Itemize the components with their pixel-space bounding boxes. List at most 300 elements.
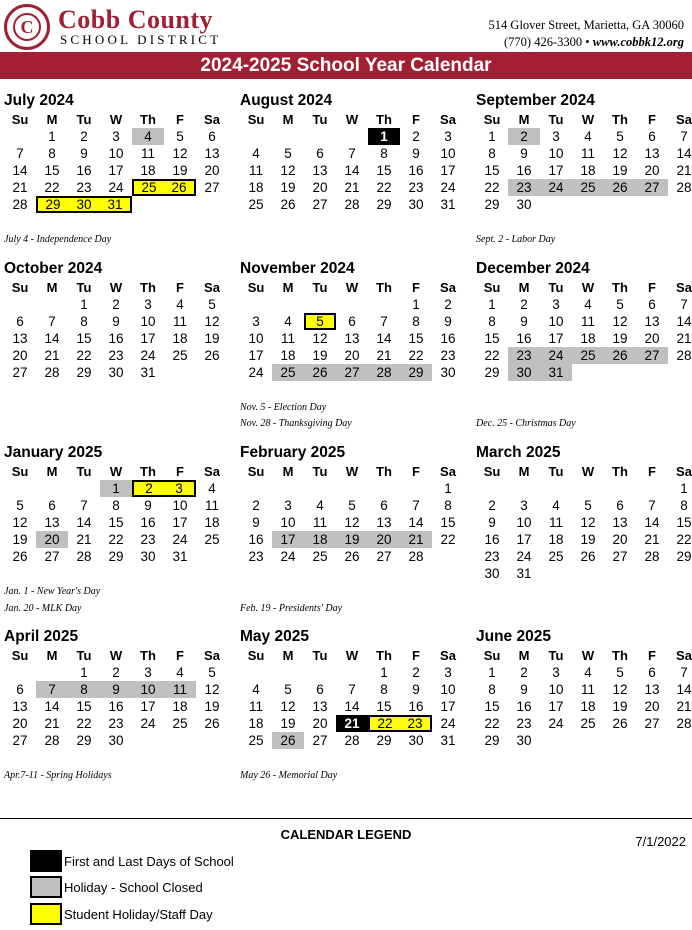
day-cell: 21: [676, 699, 692, 714]
weekday-header: Su: [247, 648, 265, 663]
day-cell: 3: [252, 314, 260, 329]
weekday-header: F: [648, 280, 656, 295]
day-cell: 17: [140, 699, 156, 714]
day-cell: 2: [112, 665, 120, 680]
day-cell: 2: [412, 665, 420, 680]
day-cell: 19: [312, 348, 328, 363]
empty-cell: [572, 480, 604, 497]
day-cell: 24: [140, 716, 156, 731]
day-cell: 17: [248, 348, 264, 363]
weekday-header: Th: [140, 112, 156, 127]
day-cell: 19: [204, 699, 220, 714]
day-cell: 20: [612, 532, 628, 547]
weekday-header: Tu: [76, 464, 92, 479]
day-cell: 14: [344, 699, 360, 714]
month-grid: [4, 647, 224, 749]
day-cell: 10: [132, 681, 164, 698]
note-spring-holidays: Apr.7-11 - Spring Holidays: [4, 770, 112, 781]
day-cell: 28: [44, 733, 60, 748]
day-cell: 18: [580, 699, 596, 714]
day-cell: 12: [312, 331, 328, 346]
day-cell: 3: [144, 297, 152, 312]
day-cell: 22: [484, 348, 500, 363]
empty-cell: [36, 296, 68, 313]
day-cell: 19: [336, 531, 368, 548]
day-cell: 2: [112, 297, 120, 312]
weekday-header: Tu: [548, 464, 564, 479]
empty-cell: [508, 480, 540, 497]
day-cell: 15: [76, 331, 92, 346]
day-cell: 16: [76, 163, 92, 178]
day-cell: 17: [108, 163, 124, 178]
day-cell: 7: [680, 129, 688, 144]
day-cell: 31: [440, 197, 456, 212]
empty-cell: [336, 664, 368, 681]
day-cell: 18: [580, 331, 596, 346]
weekday-header: W: [345, 648, 359, 663]
day-cell: 13: [312, 699, 328, 714]
day-cell: 29: [676, 549, 692, 564]
day-cell: 21: [76, 532, 92, 547]
day-cell: 28: [344, 733, 360, 748]
month-september-2024: [476, 92, 692, 213]
note-new-years: Jan. 1 - New Year's Day: [4, 586, 101, 597]
day-cell: 18: [172, 331, 188, 346]
day-cell: 14: [408, 515, 424, 530]
day-cell: 15: [676, 515, 692, 530]
day-cell: 15: [484, 699, 500, 714]
day-cell: 18: [248, 716, 264, 731]
empty-cell: [604, 480, 636, 497]
legend-label: Holiday - School Closed: [64, 879, 203, 895]
day-cell: 5: [584, 498, 592, 513]
day-cell: 8: [488, 146, 496, 161]
day-cell: 5: [16, 498, 24, 513]
day-cell: 7: [680, 665, 688, 680]
month-grid: [476, 647, 692, 749]
empty-cell: [68, 480, 100, 497]
weekday-header: Sa: [676, 280, 692, 295]
day-cell: 26: [604, 179, 636, 196]
day-cell: 10: [548, 146, 564, 161]
day-cell: 9: [100, 681, 132, 698]
weekday-header: Sa: [440, 280, 456, 295]
day-cell: 16: [516, 331, 532, 346]
day-cell: 31: [540, 364, 572, 381]
day-cell: 2: [252, 498, 260, 513]
day-cell: 13: [612, 515, 628, 530]
day-cell: 19: [612, 163, 628, 178]
day-cell: 29: [108, 549, 124, 564]
day-cell: 17: [548, 331, 564, 346]
empty-cell: [4, 480, 36, 497]
day-cell: 24: [540, 179, 572, 196]
legend-swatch-yellow: [30, 903, 62, 925]
day-cell: 27: [12, 733, 28, 748]
day-cell: 18: [140, 163, 156, 178]
day-cell: 23: [516, 716, 532, 731]
day-cell: 8: [488, 682, 496, 697]
day-cell: 18: [248, 180, 264, 195]
weekday-header: Sa: [676, 112, 692, 127]
legend-divider: [0, 818, 692, 819]
day-cell: 10: [440, 682, 456, 697]
day-cell: 1: [680, 481, 688, 496]
day-cell: 21: [644, 532, 660, 547]
day-cell: 9: [412, 682, 420, 697]
empty-cell: [272, 480, 304, 497]
weekday-header: Tu: [548, 648, 564, 663]
day-cell: 22: [440, 532, 456, 547]
weekday-header: W: [581, 280, 595, 295]
day-cell: 25: [312, 549, 328, 564]
weekday-header: F: [412, 648, 420, 663]
day-cell: 24: [108, 180, 124, 195]
day-cell: 11: [140, 146, 155, 161]
weekday-header: F: [176, 648, 184, 663]
day-cell: 17: [140, 331, 156, 346]
note-labor-day: Sept. 2 - Labor Day: [476, 234, 556, 245]
website-link[interactable]: www.cobbk12.org: [592, 35, 684, 49]
empty-cell: [540, 480, 572, 497]
day-cell: 3: [444, 665, 452, 680]
month-grid: [4, 463, 224, 565]
day-cell: 3: [164, 480, 196, 497]
day-cell: 22: [76, 348, 92, 363]
weekday-header: Tu: [312, 280, 328, 295]
weekday-header: F: [176, 464, 184, 479]
day-cell: 8: [80, 314, 88, 329]
empty-cell: [304, 296, 336, 313]
empty-cell: [272, 296, 304, 313]
empty-cell: [400, 480, 432, 497]
empty-cell: [304, 480, 336, 497]
day-cell: 13: [344, 331, 360, 346]
day-cell: 6: [16, 682, 24, 697]
day-cell: 8: [68, 681, 100, 698]
month-title: July 2024: [4, 92, 74, 109]
day-cell: 9: [412, 146, 420, 161]
day-cell: 2: [132, 480, 164, 497]
day-cell: 28: [408, 549, 424, 564]
weekday-header: Th: [612, 464, 628, 479]
weekday-header: W: [109, 648, 123, 663]
empty-cell: [368, 480, 400, 497]
empty-cell: [4, 296, 36, 313]
day-cell: 22: [376, 180, 392, 195]
day-cell: 11: [280, 331, 295, 346]
day-cell: 4: [208, 481, 216, 496]
day-cell: 16: [516, 699, 532, 714]
day-cell: 13: [376, 515, 392, 530]
day-cell: 22: [484, 180, 500, 195]
month-grid: [4, 111, 224, 213]
day-cell: 21: [12, 180, 28, 195]
weekday-header: Tu: [312, 112, 328, 127]
day-cell: 14: [676, 682, 692, 697]
weekday-header: M: [282, 280, 294, 295]
day-cell: 6: [648, 129, 656, 144]
empty-cell: [272, 664, 304, 681]
day-cell: 17: [172, 515, 188, 530]
day-cell: 4: [132, 128, 164, 145]
day-cell: 7: [348, 682, 356, 697]
day-cell: 20: [312, 716, 328, 731]
day-cell: 6: [316, 682, 324, 697]
weekday-header: Th: [376, 464, 392, 479]
day-cell: 17: [548, 699, 564, 714]
day-cell: 21: [44, 348, 60, 363]
day-cell: 3: [552, 297, 560, 312]
day-cell: 18: [172, 699, 188, 714]
month-title: March 2025: [476, 444, 561, 461]
day-cell: 16: [484, 532, 500, 547]
day-cell: 26: [204, 348, 220, 363]
day-cell: 5: [176, 129, 184, 144]
day-cell: 20: [204, 163, 220, 178]
day-cell: 11: [164, 681, 196, 698]
weekday-header: M: [518, 648, 530, 663]
month-title: October 2024: [4, 260, 103, 277]
day-cell: 20: [644, 331, 660, 346]
empty-cell: [4, 128, 36, 145]
empty-cell: [240, 296, 272, 313]
weekday-header: Su: [483, 112, 501, 127]
day-cell: 25: [548, 549, 564, 564]
weekday-header: W: [581, 464, 595, 479]
day-cell: 25: [172, 348, 188, 363]
day-cell: 9: [488, 515, 496, 530]
weekday-header: M: [518, 112, 530, 127]
weekday-header: F: [412, 464, 420, 479]
day-cell: 19: [280, 716, 296, 731]
day-cell: 27: [336, 364, 368, 381]
day-cell: 23: [108, 716, 124, 731]
weekday-header: Su: [11, 112, 29, 127]
day-cell: 28: [644, 549, 660, 564]
day-cell: 2: [444, 297, 452, 312]
day-cell: 22: [76, 716, 92, 731]
weekday-header: F: [176, 280, 184, 295]
weekday-header: Sa: [204, 112, 220, 127]
day-cell: 29: [76, 365, 92, 380]
day-cell: 23: [440, 348, 456, 363]
month-february-2025: [240, 444, 460, 565]
weekday-header: Th: [140, 648, 156, 663]
day-cell: 23: [400, 715, 432, 732]
day-cell: 17: [548, 163, 564, 178]
day-cell: 19: [612, 699, 628, 714]
empty-cell: [240, 480, 272, 497]
day-cell: 21: [344, 180, 360, 195]
month-grid: [4, 279, 224, 381]
day-cell: 11: [312, 515, 327, 530]
day-cell: 27: [644, 716, 660, 731]
day-cell: 20: [12, 716, 28, 731]
empty-cell: [272, 128, 304, 145]
month-may-2025: [240, 628, 460, 749]
day-cell: 9: [520, 146, 528, 161]
day-cell: 12: [12, 515, 28, 530]
day-cell: 10: [248, 331, 264, 346]
month-april-2025: [4, 628, 224, 749]
month-grid: [240, 463, 460, 565]
day-cell: 30: [516, 733, 532, 748]
day-cell: 1: [488, 665, 496, 680]
day-cell: 4: [284, 314, 292, 329]
day-cell: 25: [572, 179, 604, 196]
weekday-header: M: [282, 648, 294, 663]
empty-cell: [4, 664, 36, 681]
day-cell: 9: [80, 146, 88, 161]
day-cell: 12: [280, 163, 296, 178]
month-grid: [476, 463, 692, 582]
day-cell: 16: [140, 515, 156, 530]
day-cell: 9: [520, 314, 528, 329]
month-june-2025: [476, 628, 692, 749]
day-cell: 21: [676, 331, 692, 346]
day-cell: 26: [604, 347, 636, 364]
legend-label: First and Last Days of School: [64, 853, 234, 869]
weekday-header: F: [648, 464, 656, 479]
day-cell: 26: [304, 364, 336, 381]
day-cell: 10: [516, 515, 532, 530]
day-cell: 21: [400, 531, 432, 548]
day-cell: 27: [312, 197, 328, 212]
day-cell: 18: [280, 348, 296, 363]
day-cell: 13: [44, 515, 60, 530]
day-cell: 21: [676, 163, 692, 178]
note-election-day: Nov. 5 - Election Day: [240, 402, 327, 413]
weekday-header: W: [581, 112, 595, 127]
day-cell: 12: [172, 146, 188, 161]
month-title: August 2024: [240, 92, 333, 109]
district-subtitle: SCHOOL DISTRICT: [60, 32, 222, 47]
day-cell: 4: [552, 498, 560, 513]
legend-item-holiday: [30, 876, 203, 898]
empty-cell: [336, 296, 368, 313]
day-cell: 17: [272, 531, 304, 548]
day-cell: 5: [284, 146, 292, 161]
weekday-header: Sa: [204, 464, 220, 479]
district-name: Cobb County: [58, 5, 214, 34]
day-cell: 3: [284, 498, 292, 513]
day-cell: 14: [76, 515, 92, 530]
day-cell: 8: [48, 146, 56, 161]
weekday-header: Tu: [548, 112, 564, 127]
day-cell: 6: [380, 498, 388, 513]
legend-date: 7/1/2022: [635, 834, 686, 849]
day-cell: 24: [440, 716, 456, 731]
empty-cell: [240, 664, 272, 681]
weekday-header: Sa: [676, 648, 692, 663]
day-cell: 8: [412, 314, 420, 329]
day-cell: 1: [412, 297, 420, 312]
day-cell: 13: [644, 314, 660, 329]
month-title: April 2025: [4, 628, 79, 645]
day-cell: 19: [612, 331, 628, 346]
month-grid: [476, 279, 692, 381]
day-cell: 24: [140, 348, 156, 363]
weekday-header: Tu: [312, 464, 328, 479]
day-cell: 21: [376, 348, 392, 363]
day-cell: 26: [580, 549, 596, 564]
day-cell: 25: [272, 364, 304, 381]
day-cell: 27: [636, 179, 668, 196]
day-cell: 30: [408, 733, 424, 748]
day-cell: 12: [580, 515, 596, 530]
day-cell: 1: [80, 297, 88, 312]
month-july-2024: [4, 92, 224, 213]
month-title: June 2025: [476, 628, 551, 645]
day-cell: 4: [584, 297, 592, 312]
district-logo: C: [4, 4, 50, 50]
month-november-2024: [240, 260, 460, 381]
day-cell: 2: [520, 297, 528, 312]
month-title: November 2024: [240, 260, 355, 277]
day-cell: 25: [248, 733, 264, 748]
day-cell: 11: [580, 314, 595, 329]
day-cell: 15: [108, 515, 124, 530]
day-cell: 14: [44, 699, 60, 714]
day-cell: 27: [312, 733, 328, 748]
day-cell: 10: [440, 146, 456, 161]
day-cell: 6: [648, 665, 656, 680]
month-title: December 2024: [476, 260, 590, 277]
day-cell: 15: [44, 163, 60, 178]
day-cell: 28: [676, 180, 692, 195]
day-cell: 22: [368, 715, 400, 732]
day-cell: 6: [348, 314, 356, 329]
weekday-header: Th: [612, 112, 628, 127]
day-cell: 27: [612, 549, 628, 564]
day-cell: 31: [440, 733, 456, 748]
day-cell: 12: [612, 682, 628, 697]
day-cell: 23: [484, 549, 500, 564]
month-january-2025: [4, 444, 224, 565]
page-header: [0, 0, 692, 52]
day-cell: 9: [112, 314, 120, 329]
day-cell: 24: [540, 347, 572, 364]
day-cell: 1: [100, 480, 132, 497]
day-cell: 9: [520, 682, 528, 697]
day-cell: 13: [12, 699, 28, 714]
day-cell: 26: [204, 716, 220, 731]
weekday-header: Tu: [76, 280, 92, 295]
day-cell: 7: [680, 297, 688, 312]
day-cell: 24: [516, 549, 532, 564]
weekday-header: M: [46, 464, 58, 479]
day-cell: 29: [484, 197, 500, 212]
weekday-header: W: [345, 464, 359, 479]
day-cell: 3: [444, 129, 452, 144]
day-cell: 15: [376, 699, 392, 714]
day-cell: 7: [348, 146, 356, 161]
day-cell: 28: [368, 364, 400, 381]
day-cell: 26: [280, 197, 296, 212]
month-december-2024: [476, 260, 692, 381]
day-cell: 12: [280, 699, 296, 714]
weekday-header: Tu: [548, 280, 564, 295]
weekday-header: F: [648, 648, 656, 663]
day-cell: 2: [80, 129, 88, 144]
day-cell: 4: [176, 665, 184, 680]
day-cell: 17: [440, 163, 456, 178]
weekday-header: Sa: [440, 464, 456, 479]
empty-cell: [368, 296, 400, 313]
day-cell: 23: [408, 180, 424, 195]
weekday-header: Sa: [440, 112, 456, 127]
